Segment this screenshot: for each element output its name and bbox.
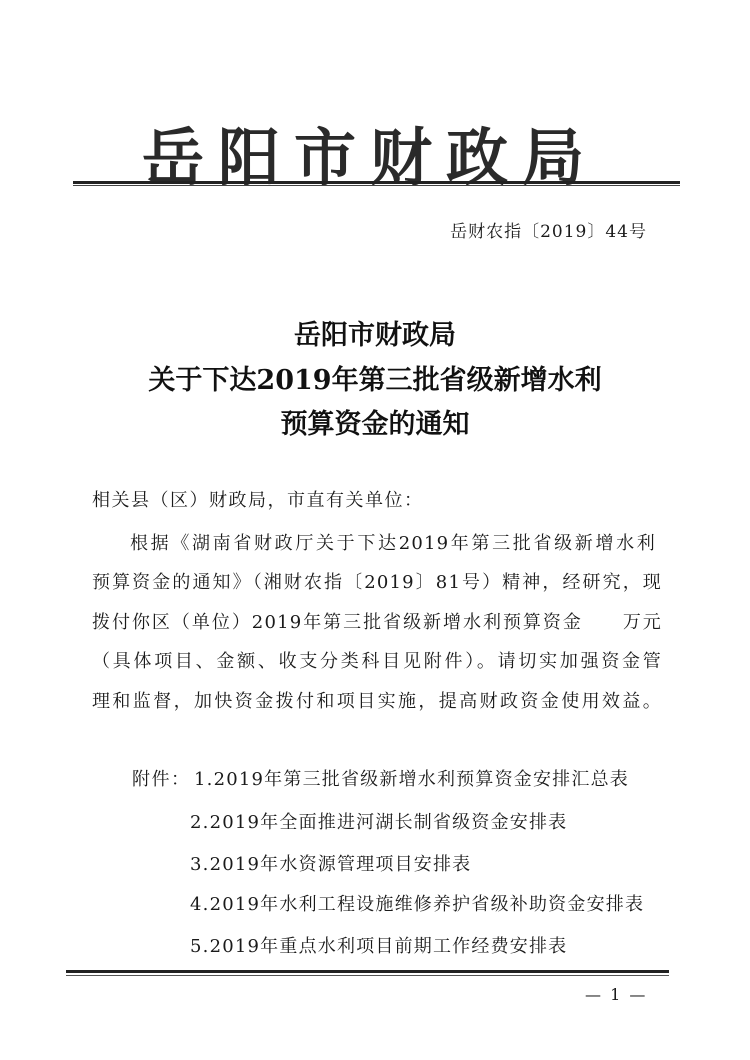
attachment-item-2: 2.2019年全面推进河湖长制省级资金安排表 xyxy=(190,812,568,833)
masthead-title: 岳阳市财政局 xyxy=(141,121,598,194)
body-line-4: （具体项目、金额、收支分类科目见附件）。请切实加强资金管 xyxy=(92,651,662,672)
salutation: 相关县（区）财政局，市直有关单位： xyxy=(92,490,424,511)
page-number: — 1 — xyxy=(585,985,648,1004)
attachment-item-1: 1.2019年第三批省级新增水利预算资金安排汇总表 xyxy=(194,769,629,790)
footer-divider-thin xyxy=(66,975,669,976)
attachment-item-3: 3.2019年水资源管理项目安排表 xyxy=(190,854,472,875)
title-line-1: 岳阳市财政局 xyxy=(294,320,456,351)
document-number: 岳财农指〔2019〕44号 xyxy=(450,222,647,242)
masthead-divider-thin xyxy=(73,185,680,186)
attachments-label: 附件： xyxy=(132,769,191,790)
body-line-2: 预算资金的通知》（湘财农指〔2019〕81号）精神，经研究，现 xyxy=(92,572,662,593)
body-line-5: 理和监督，加快资金拨付和项目实施，提高财政资金使用效益。 xyxy=(92,691,662,712)
title-line-3: 预算资金的通知 xyxy=(280,409,470,440)
body-line-3: 拨付你区（单位）2019年第三批省级新增水利预算资金 万元 xyxy=(92,612,662,633)
attachment-item-5: 5.2019年重点水利项目前期工作经费安排表 xyxy=(190,936,568,957)
body-line-1: 根据《湖南省财政厅关于下达2019年第三批省级新增水利 xyxy=(130,533,656,554)
masthead-divider-thick xyxy=(73,181,680,184)
attachment-item-4: 4.2019年水利工程设施维修养护省级补助资金安排表 xyxy=(190,894,645,915)
title-line-2: 关于下达2019年第三批省级新增水利 xyxy=(148,365,602,396)
footer-divider-thick xyxy=(66,970,669,973)
